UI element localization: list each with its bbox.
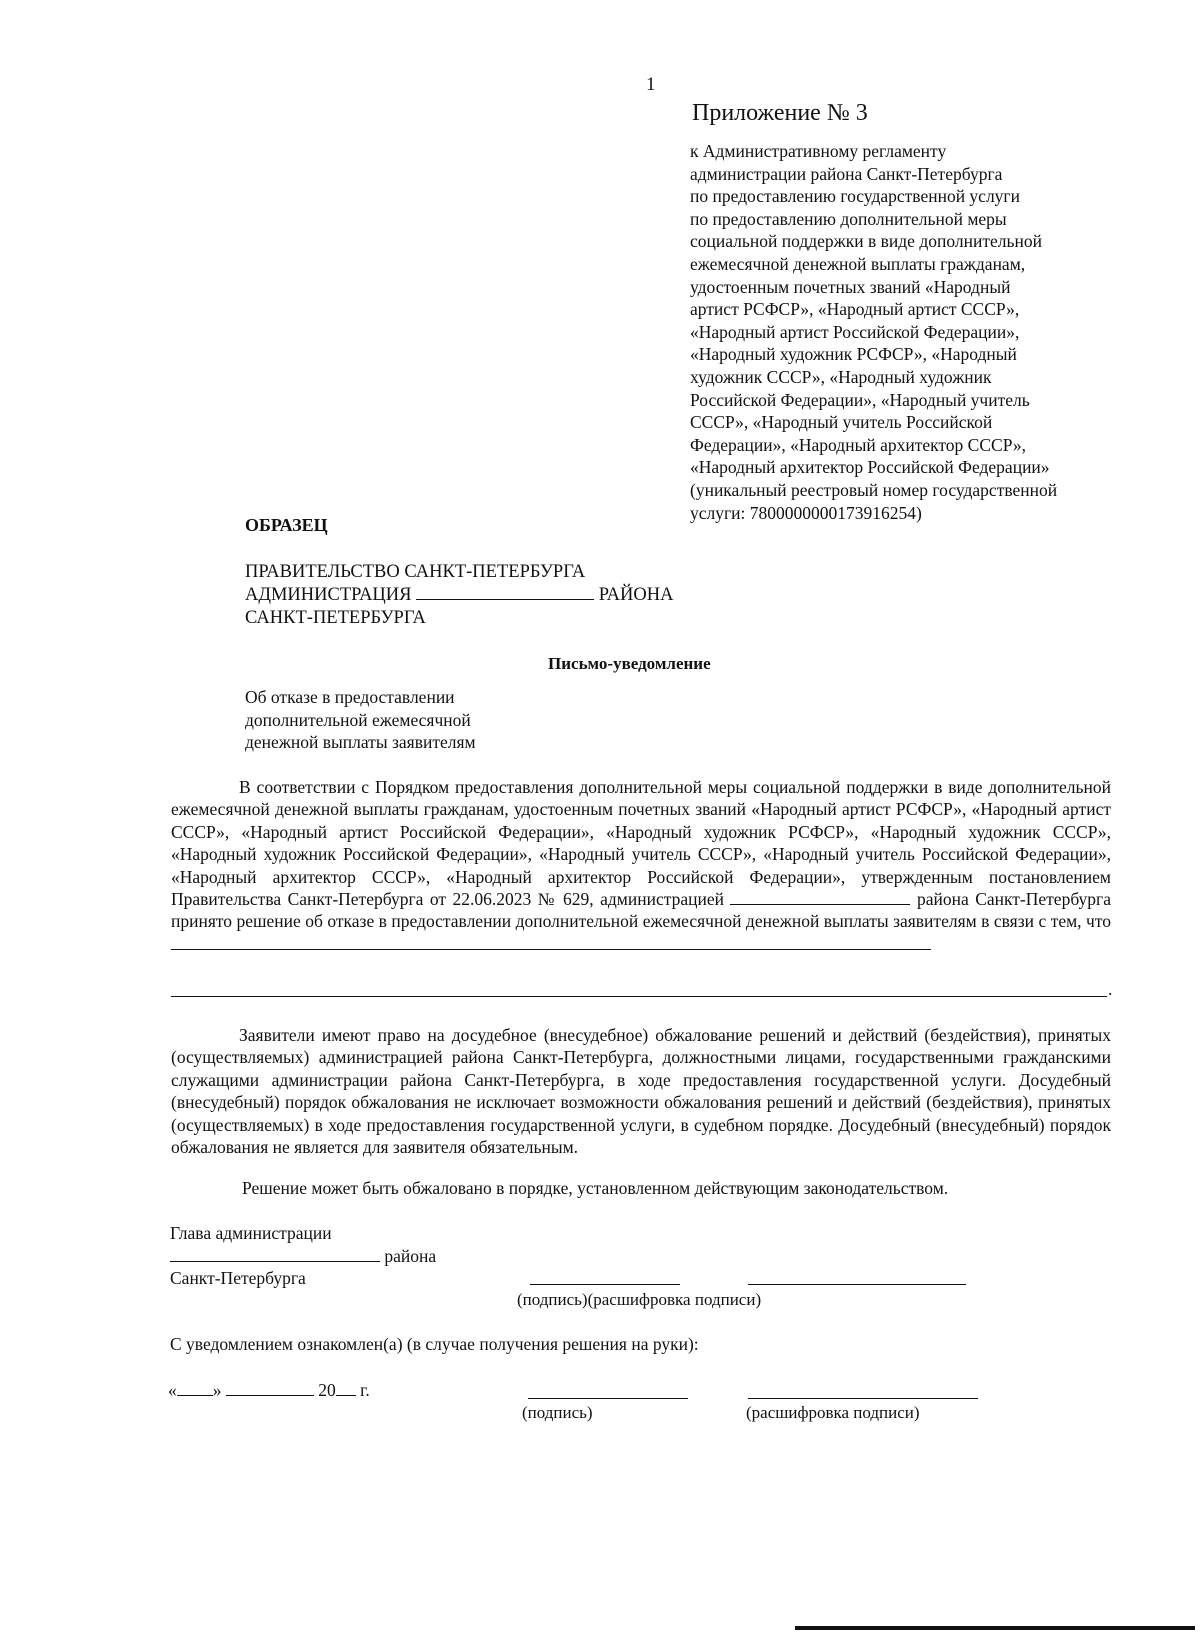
letter-title: Письмо-уведомление bbox=[548, 654, 711, 673]
appendix-line: к Административному регламенту bbox=[690, 141, 947, 161]
head-city: Санкт-Петербурга bbox=[170, 1268, 306, 1288]
appeal-note: Решение может быть обжаловано в порядке, установленном действующим законодательством. bbox=[242, 1178, 949, 1198]
appendix-line: ежемесячной денежной выплаты гражданам, bbox=[690, 253, 1026, 274]
subject-line-1: Об отказе в предоставлении bbox=[245, 687, 455, 707]
head-district-blank bbox=[170, 1261, 380, 1262]
appendix-line: услуги: 7800000000173916254) bbox=[690, 502, 922, 523]
appendix-line: СССР», «Народный учитель Российской bbox=[690, 412, 993, 433]
reason-blank bbox=[171, 949, 931, 950]
government-line-3: САНКТ-ПЕТЕРБУРГА bbox=[245, 608, 426, 628]
head-district-label: района bbox=[384, 1245, 437, 1266]
date-close-quote: » bbox=[212, 1380, 222, 1400]
acknowledgement-date bbox=[168, 1380, 370, 1401]
page-number: 1 bbox=[646, 74, 656, 95]
year-blank bbox=[336, 1395, 356, 1396]
appendix-line: социальной поддержки в виде дополнительной bbox=[690, 231, 1042, 252]
day-blank bbox=[177, 1395, 213, 1396]
reason-blank-line bbox=[171, 996, 1107, 997]
applicant-name-caption: (расшифровка подписи) bbox=[746, 1403, 920, 1422]
head-district-line bbox=[170, 1245, 436, 1268]
appendix-line: «Народный художник РСФСР», «Народный bbox=[690, 344, 1017, 365]
appendix-line: удостоенным почетных званий «Народный bbox=[690, 276, 1011, 297]
scan-edge-mark bbox=[795, 1626, 1195, 1630]
applicant-signature-line bbox=[528, 1398, 688, 1399]
letter-subject bbox=[245, 686, 476, 754]
appendix-line: Федерации», «Народный архитектор СССР», bbox=[690, 434, 1026, 455]
sample-label: ОБРАЗЕЦ bbox=[245, 515, 328, 535]
appendix-line: Российской Федерации», «Народный учитель bbox=[690, 389, 1030, 410]
appeal-paragraph: Заявители имеют право на досудебное (внесудебное) обжалование решений и действий (бездействия), принятых (осуществляемых) администрацией района Санкт-Петербурга, должностными лицами, государственными гражданскими служащими администрации района Санкт-Петербурга, в ходе предоставления государственной услуги. Досудебный (внесудебный) порядок обжалования не исключает возможности обжалования решений и действий (бездействия), принятых (осуществляемых) в ходе предоставления государственной услуги, в судебном порядке. Досудебный (внесудебный) порядок обжалования не является для заявителя обязательным. bbox=[171, 1025, 1111, 1158]
date-open-quote: « bbox=[168, 1380, 177, 1400]
head-title: Глава администрации bbox=[170, 1223, 332, 1243]
year-suffix: г. bbox=[360, 1380, 370, 1400]
head-signature-caption: (подпись)(расшифровка подписи) bbox=[517, 1290, 762, 1309]
reason-end-mark: . bbox=[1108, 979, 1113, 999]
appendix-line: «Народный архитектор Российской Федерации» bbox=[690, 457, 1050, 478]
district-blank bbox=[416, 599, 594, 600]
acknowledgement-text: С уведомлением ознакомлен(а) (в случае получения решения на руки): bbox=[170, 1334, 699, 1354]
subject-line-3: денежной выплаты заявителям bbox=[245, 732, 476, 752]
appendix-line: художник СССР», «Народный художник bbox=[690, 366, 992, 387]
government-header bbox=[245, 561, 673, 630]
head-signature-line bbox=[530, 1284, 680, 1285]
administration-blank bbox=[730, 904, 910, 905]
decision-text-part-2: района Санкт-Петербурга принято решение об отказе в предоставлении дополнительной ежемесячной денежной выплаты заявителям в связи с тем, что bbox=[171, 889, 1111, 932]
appendix-line: по предоставлению государственной услуги bbox=[690, 186, 1020, 207]
government-line-1: ПРАВИТЕЛЬСТВО САНКТ-ПЕТЕРБУРГА bbox=[245, 562, 586, 582]
decision-paragraph bbox=[171, 776, 1111, 955]
year-prefix: 20 bbox=[318, 1380, 336, 1400]
district-label: РАЙОНА bbox=[598, 585, 674, 605]
head-signature-block bbox=[170, 1222, 436, 1290]
appendix-title: Приложение № 3 bbox=[692, 100, 868, 126]
appendix-line: по предоставлению дополнительной меры bbox=[690, 208, 1007, 229]
appendix-line: артист РСФСР», «Народный артист СССР», bbox=[690, 299, 1020, 320]
applicant-name-line bbox=[748, 1398, 978, 1399]
appendix-line: «Народный артист Российской Федерации», bbox=[690, 321, 1020, 342]
month-blank bbox=[226, 1395, 314, 1396]
appendix-line: (уникальный реестровый номер государственной bbox=[690, 479, 1058, 500]
decision-text-part-1: В соответствии с Порядком предоставления дополнительной меры социальной поддержки в виде дополнительной ежемесячной денежной выплаты гражданам, удостоенным почетных званий «Народный артист РСФСР», «Народный артист СССР», «Народный артист Российской Федерации», «Народный художник РСФСР», «Народный художник СССР», «Народный художник Российской Федерации», «Народный учитель СССР», «Народный учитель Российской Федерации», «Народный архитектор СССР», «Народный архитектор Российской Федерации», утвержденным постановлением Правительства Санкт-Петербурга от 22.06.2023 № 629, администрацией bbox=[171, 777, 1111, 910]
subject-line-2: дополнительной ежемесячной bbox=[245, 709, 471, 730]
appendix-body bbox=[690, 140, 1130, 524]
head-name-line bbox=[748, 1284, 966, 1285]
government-line-2 bbox=[245, 584, 673, 607]
appendix-line: администрации района Санкт-Петербурга bbox=[690, 163, 1003, 184]
applicant-signature-caption: (подпись) bbox=[522, 1403, 593, 1422]
administration-label: АДМИНИСТРАЦИЯ bbox=[245, 585, 412, 605]
